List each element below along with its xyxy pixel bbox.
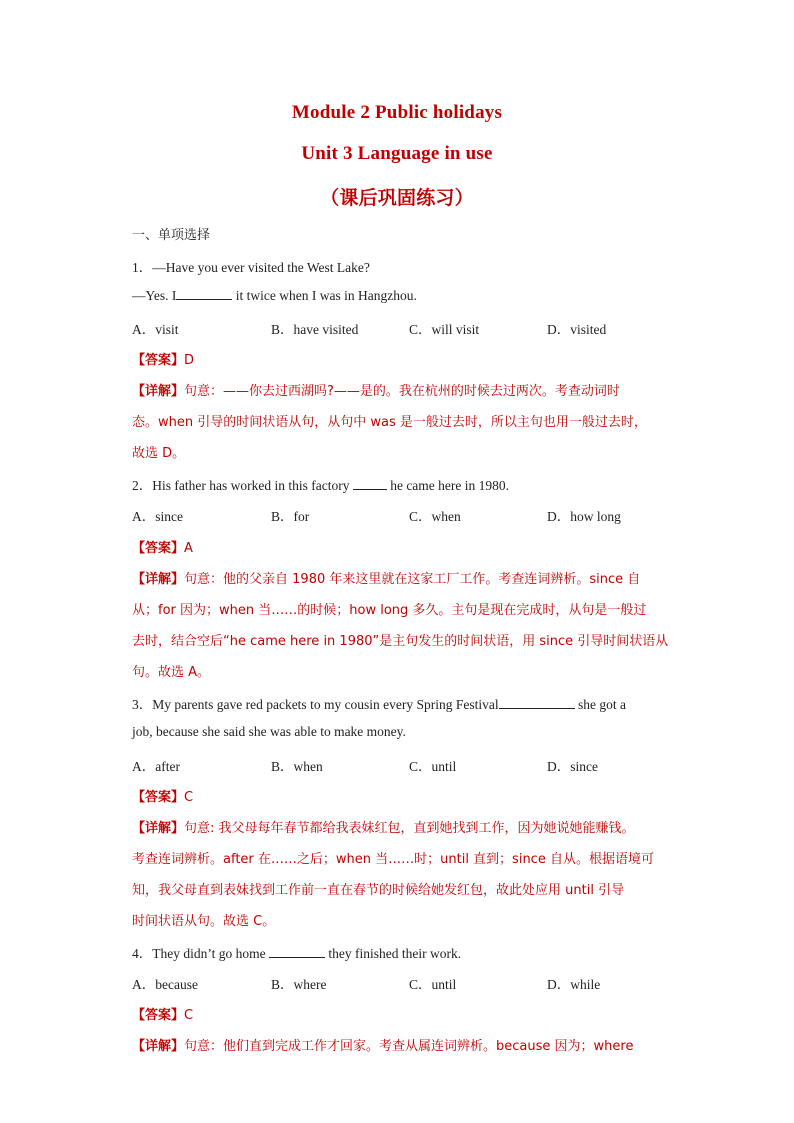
q2-stem <box>132 474 509 494</box>
q1-stem-line2 <box>132 287 417 304</box>
q1-detail-line3: 故选 D。 <box>132 446 186 461</box>
q4-option-a: A．because <box>132 977 198 992</box>
q1-stem-pre: —Yes. I <box>132 288 177 303</box>
q3-option-c: C．until <box>409 759 457 774</box>
q2-answer-label: 【答案】 <box>132 541 185 556</box>
q2-stem-pre: 2．His father has worked in this factory <box>132 478 350 493</box>
q3-answer-label: 【答案】 <box>132 790 185 805</box>
section-heading: 一、单项选择 <box>132 228 211 243</box>
q4-stem-pre: 4．They didn’t go home <box>132 946 266 961</box>
q1-answer-value: D <box>184 353 195 368</box>
q3-stem-line1 <box>132 693 626 713</box>
q2-detail-text1: 句意：他的父亲自 1980 年来这里就在这家工厂工作。考查连词辨析。since 自 <box>184 572 641 587</box>
document-subtitle: Unit 3 Language in use <box>301 143 493 164</box>
q3-detail-label: 【详解】 <box>132 821 185 836</box>
q1-option-a: A．visit <box>132 322 179 337</box>
q2-option-d: D．how long <box>547 509 621 524</box>
document-title: Module 2 Public holidays <box>291 102 503 123</box>
q1-detail-label: 【详解】 <box>132 384 185 399</box>
q4-blank <box>269 945 325 958</box>
q2-detail-line4: 句。故选 A。 <box>132 665 211 680</box>
q1-option-b: B．have visited <box>271 322 359 337</box>
q3-stem-post: she got a <box>578 697 627 712</box>
q1-detail-text1: 句意：——你去过西湖吗?——是的。我在杭州的时候去过两次。考查动词时 <box>184 384 620 399</box>
q2-detail-line2: 从；for 因为；when 当……的时候；how long 多久。主句是现在完成时，从句是一般过 <box>132 603 647 618</box>
q3-detail-line1 <box>132 817 635 836</box>
q1-answer-label: 【答案】 <box>132 353 185 368</box>
q1-detail-line1 <box>132 380 620 399</box>
q3-stem-pre: 3．My parents gave red packets to my cousin every Spring Festival <box>132 697 499 712</box>
q2-option-b: B．for <box>271 509 310 524</box>
q3-detail-text1: 句意: 我父母每年春节都给我表妹红包，直到她找到工作，因为她说她能赚钱。 <box>184 821 635 836</box>
q3-stem-line2: job, because she said she was able to make money. <box>132 724 406 739</box>
q1-stem-line1: 1．—Have you ever visited the West Lake? <box>132 260 370 275</box>
q4-detail-line1 <box>132 1035 633 1054</box>
q4-answer <box>132 1004 193 1023</box>
q2-stem-post: he came here in 1980. <box>390 478 510 493</box>
q4-detail-text1: 句意：他们直到完成工作才回家。考查从属连词辨析。because 因为；where <box>184 1039 634 1054</box>
q2-answer <box>132 537 193 556</box>
q3-detail-line4: 时间状语从句。故选 C。 <box>132 914 276 929</box>
q4-stem <box>132 942 461 962</box>
q1-detail-line2: 态。when 引导的时间状语从句，从句中 was 是一般过去时，所以主句也用一般过去时， <box>132 415 647 430</box>
q2-detail-line3: 去时，结合空后“he came here in 1980”是主句发生的时间状语，用 since 引导时间状语从 <box>132 634 669 649</box>
q2-detail-label: 【详解】 <box>132 572 185 587</box>
q4-option-d: D．while <box>547 977 601 992</box>
q2-blank <box>353 477 387 490</box>
q1-answer <box>132 349 194 368</box>
q3-detail-line3: 知，我父母直到表妹找到工作前一直在春节的时候给她发红包，故此处应用 until 引导 <box>132 883 625 898</box>
document-note: （课后巩固练习） <box>320 187 474 209</box>
q3-answer-value: C <box>184 790 194 805</box>
q1-option-c: C．will visit <box>409 322 480 337</box>
q2-option-a: A．since <box>132 509 183 524</box>
q4-option-b: B．where <box>271 977 327 992</box>
q4-stem-post: they finished their work. <box>328 946 462 961</box>
q4-answer-value: C <box>184 1008 194 1023</box>
q3-answer <box>132 786 193 805</box>
q3-detail-line2: 考查连词辨析。after 在……之后；when 当……时；until 直到；since 自从。根据语境可 <box>132 852 654 867</box>
q4-option-c: C．until <box>409 977 457 992</box>
q3-option-d: D．since <box>547 759 598 774</box>
q1-blank <box>176 287 232 300</box>
q2-detail-line1 <box>132 568 640 587</box>
q1-option-d: D．visited <box>547 322 607 337</box>
q1-stem-post: it twice when I was in Hangzhou. <box>235 288 417 303</box>
q2-option-c: C．when <box>409 509 461 524</box>
q2-answer-value: A <box>184 541 193 556</box>
q3-option-b: B．when <box>271 759 323 774</box>
q3-blank <box>499 696 575 709</box>
q4-answer-label: 【答案】 <box>132 1008 185 1023</box>
q3-option-a: A．after <box>132 759 180 774</box>
q4-detail-label: 【详解】 <box>132 1039 185 1054</box>
